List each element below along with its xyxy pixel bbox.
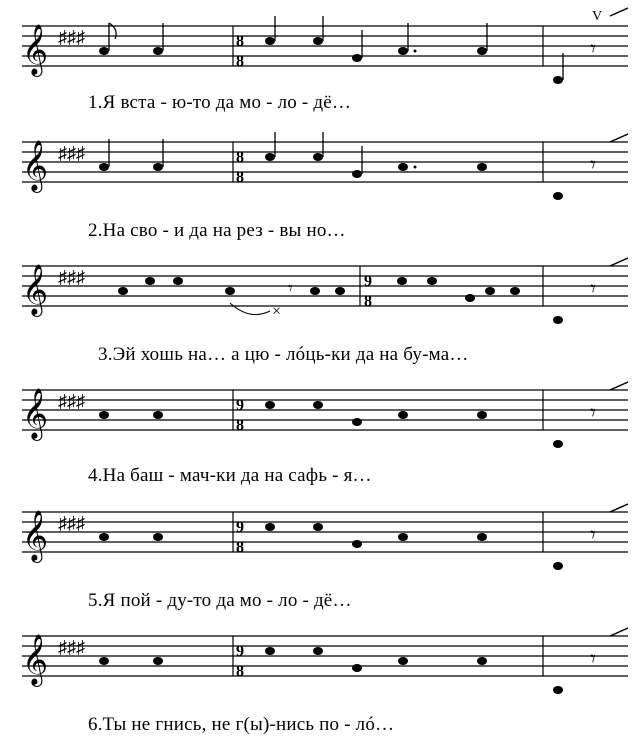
svg-text:♯♯♯: ♯♯♯ (58, 637, 85, 657)
staff-system-1 (22, 8, 628, 84)
lyric-verse-2: 2.На сво - и да на рез - вы но… (88, 220, 346, 241)
staff-system-4 (0, 372, 642, 472)
svg-text:♯♯♯: ♯♯♯ (58, 513, 85, 533)
svg-text:𝄞: 𝄞 (22, 389, 49, 438)
svg-text:8: 8 (236, 169, 244, 186)
svg-text:𝄾: 𝄾 (590, 152, 596, 177)
key-signature-sharps: ♯♯♯ (58, 27, 85, 47)
svg-text:𝄾: 𝄾 (590, 400, 596, 425)
svg-text:♯♯♯: ♯♯♯ (58, 391, 85, 411)
lyric-verse-1: 1.Я вста - ю-то да мо - ло - дё… (88, 92, 352, 113)
svg-text:𝄾: 𝄾 (590, 36, 596, 61)
svg-text:𝄾: 𝄾 (590, 646, 596, 671)
svg-text:8: 8 (236, 539, 244, 556)
svg-text:V: V (592, 9, 603, 24)
time-signature: 8 (236, 33, 244, 50)
lyric-verse-6: 6.Ты не гнись, не г(ы)-нись по - лó… (88, 714, 395, 735)
svg-text:𝄞: 𝄞 (22, 511, 49, 560)
svg-text:9: 9 (236, 519, 244, 536)
svg-text:9: 9 (236, 643, 244, 660)
svg-text:9: 9 (364, 273, 372, 290)
svg-text:𝄾: 𝄾 (590, 276, 596, 301)
svg-text:8: 8 (236, 417, 244, 434)
svg-text:𝄾: 𝄾 (590, 522, 596, 547)
svg-text:𝄾: 𝄾 (288, 278, 293, 298)
staff-system-3 (0, 248, 642, 348)
svg-text:9: 9 (236, 397, 244, 414)
svg-text:8: 8 (236, 53, 244, 70)
staff-system-5 (0, 494, 642, 594)
lyric-verse-3: 3.Эй хошь на… а цю - лóць-ки да на бу-ма… (98, 344, 469, 365)
svg-text:𝄞: 𝄞 (22, 141, 49, 190)
staff-system-2 (0, 124, 642, 224)
svg-text:8: 8 (236, 663, 244, 680)
svg-text:♯♯♯: ♯♯♯ (58, 267, 85, 287)
staff-system-6 (0, 618, 642, 718)
treble-clef-icon: 𝄞 (22, 25, 49, 74)
svg-text:8: 8 (364, 293, 372, 310)
svg-text:×: × (272, 303, 282, 320)
svg-text:8: 8 (236, 149, 244, 166)
lyric-verse-5: 5.Я пой - ду-то да мо - ло - дё… (88, 590, 352, 611)
svg-text:♯♯♯: ♯♯♯ (58, 143, 85, 163)
svg-text:𝄞: 𝄞 (22, 635, 49, 684)
svg-text:𝄞: 𝄞 (22, 265, 49, 314)
lyric-verse-4: 4.На баш - мач-ки да на сафь - я… (88, 465, 372, 486)
